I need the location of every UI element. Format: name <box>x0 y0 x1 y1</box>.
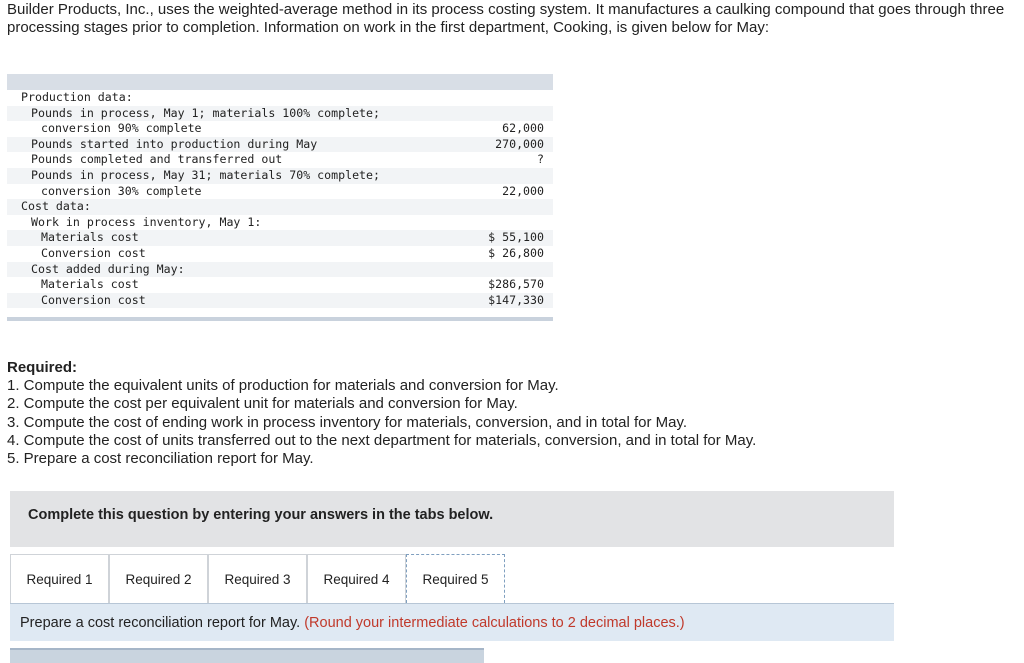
row-label: Pounds completed and transferred out <box>31 152 283 167</box>
tab-required-1[interactable]: Required 1 <box>10 554 109 603</box>
required-item: 5. Prepare a cost reconciliation report for May. <box>7 450 314 468</box>
row-label: Pounds started into production during May <box>31 136 318 151</box>
row-label: Work in process inventory, May 1: <box>31 214 262 229</box>
table-row <box>7 168 553 184</box>
tab-required-5[interactable]: Required 5 <box>406 554 505 603</box>
table-row <box>7 293 553 309</box>
table-row <box>7 121 553 137</box>
row-label: Conversion cost <box>41 292 146 307</box>
row-value: $ 55,100 <box>488 230 544 245</box>
row-value: 270,000 <box>495 136 544 151</box>
row-value: ? <box>537 152 544 167</box>
row-value: $147,330 <box>488 292 544 307</box>
row-label: Conversion cost <box>41 245 146 260</box>
instructions-text: Complete this question by entering your answers in the tabs below. <box>28 507 494 523</box>
tab-required-2[interactable]: Required 2 <box>109 554 208 603</box>
table-top-bar <box>7 74 553 90</box>
required-section <box>7 359 1007 468</box>
table-rows <box>7 90 553 308</box>
required-item: 3. Compute the cost of ending work in process inventory for materials, conversion, and in total for May. <box>7 413 688 431</box>
row-value: $286,570 <box>488 277 544 292</box>
tab-required-4[interactable]: Required 4 <box>307 554 406 603</box>
row-label: Materials cost <box>41 230 139 245</box>
tab-required-3[interactable]: Required 3 <box>208 554 307 603</box>
row-label: Pounds in process, May 31; materials 70% complete; <box>31 167 381 182</box>
table-row <box>7 199 553 215</box>
panel-hint: (Round your intermediate calculations to 2 decimal places.) <box>304 615 685 631</box>
row-label: Cost data: <box>21 199 91 214</box>
row-label: conversion 30% complete <box>41 183 202 198</box>
row-label: Pounds in process, May 1; materials 100% complete; <box>31 105 381 120</box>
row-value: $ 26,800 <box>488 245 544 260</box>
panel-instruction: Prepare a cost reconciliation report for May. <box>20 615 301 631</box>
table-row <box>7 137 553 153</box>
table-row <box>7 184 553 200</box>
row-label: Cost added during May: <box>31 261 185 276</box>
table-row <box>7 90 553 106</box>
table-bottom-bar <box>7 317 553 321</box>
data-table <box>7 74 553 321</box>
required-item: 2. Compute the cost per equivalent unit for materials and conversion for May. <box>7 395 518 413</box>
tab-bar <box>10 554 894 604</box>
tab-panel <box>10 604 894 641</box>
row-value: 62,000 <box>502 121 544 136</box>
table-row <box>7 230 553 246</box>
table-row <box>7 262 553 278</box>
table-row <box>7 246 553 262</box>
table-row <box>7 106 553 122</box>
row-label: Materials cost <box>41 277 139 292</box>
required-title: Required: <box>7 359 78 376</box>
table-row <box>7 277 553 293</box>
row-value: 22,000 <box>502 183 544 198</box>
panel-text <box>20 615 685 631</box>
row-label: conversion 90% complete <box>41 121 202 136</box>
required-item: 1. Compute the equivalent units of production for materials and conversion for May. <box>7 377 559 395</box>
instructions-box <box>10 491 894 547</box>
required-item: 4. Compute the cost of units transferred out to the next department for materials, conversion, and in total for May. <box>7 431 757 449</box>
table-row <box>7 215 553 231</box>
row-label: Production data: <box>21 90 133 104</box>
answer-table-header <box>10 648 484 663</box>
table-row <box>7 152 553 168</box>
intro-paragraph: Builder Products, Inc., uses the weighted-average method in its process costing system. It manufactures a caulking compound that goes through three processing stages prior to completion. Information on work in the first department, Cooking, is given below for May: <box>7 1 1005 36</box>
